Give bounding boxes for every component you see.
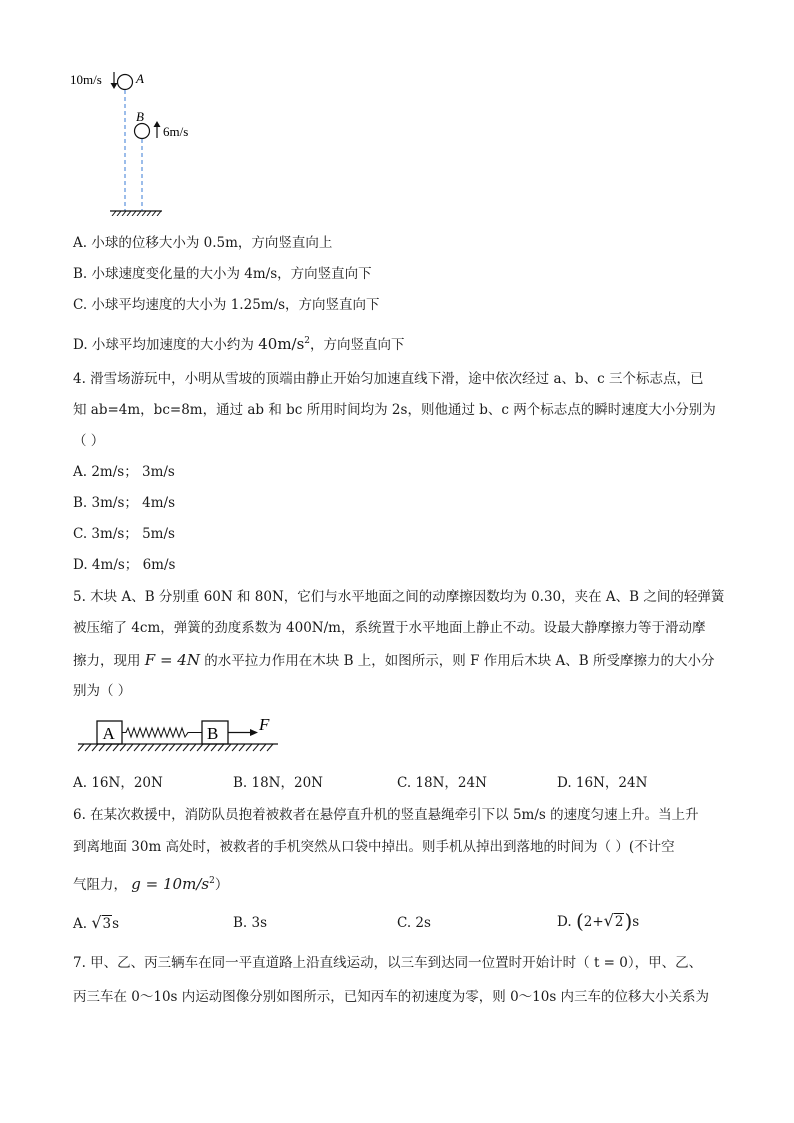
q6-option-d-radicand: 2: [614, 914, 624, 930]
q6-option-d-unit: s: [632, 914, 640, 930]
sqrt-icon: √: [91, 913, 102, 932]
q4-option-b: B. 3m/s； 4m/s: [73, 495, 176, 511]
q6-line-3: [73, 872, 228, 894]
ball-a: [118, 75, 133, 90]
q4-option-a: A. 2m/s； 3m/s: [73, 464, 175, 480]
spring-figure-svg: [76, 712, 286, 758]
q6-option-d: [557, 909, 640, 933]
spring-figure: [76, 712, 286, 758]
q6-option-c: C. 2s: [397, 915, 431, 931]
q4-option-d: D. 4m/s； 6m/s: [73, 557, 176, 573]
left-paren-icon: (: [575, 909, 584, 933]
right-paren-icon: ): [624, 909, 633, 933]
q5-line-3: [73, 651, 715, 670]
block-b-label: B: [207, 724, 219, 743]
q4-option-c: C. 3m/s； 5m/s: [73, 526, 175, 542]
q6-option-a-prefix: A.: [73, 916, 88, 932]
q4-line-2: 知 ab=4m，bc=8m，通过 ab 和 bc 所用时间均为 2s，则他通过 b、c 两个标志点的瞬时速度大小分别为: [73, 402, 716, 418]
q4-line-1: 4. 滑雪场游玩中，小明从雪坡的顶端由静止开始匀加速直线下滑，途中依次经过 a、b、c 三个标志点，已: [73, 371, 704, 387]
q5-option-b: B. 18N，20N: [233, 775, 323, 791]
q7-line-2: 丙三车在 0～10s 内运动图像分别如图所示，已知丙车的初速度为零，则 0～10s 内三车的位移大小关系为: [73, 989, 710, 1005]
ball-b-speed-label: 6m/s: [163, 124, 189, 139]
ball-a-speed-label: 10m/s: [70, 72, 102, 87]
q3-option-c: C. 小球平均速度的大小为 1.25m/s，方向竖直向下: [73, 297, 380, 313]
q6-line-3-suffix: ）: [214, 877, 229, 893]
q3-option-a: A. 小球的位移大小为 0.5m，方向竖直向上: [73, 235, 333, 251]
spring: [122, 728, 202, 737]
q6-option-a: [73, 914, 119, 933]
q4-line-3: （ ）: [73, 433, 105, 449]
q6-gravity-sup: 2: [209, 876, 215, 886]
ball-b-arrow-head: [154, 121, 161, 127]
ball-b: [135, 124, 150, 139]
block-a-label: A: [102, 724, 115, 743]
ground-hatch: [112, 211, 161, 216]
q6-option-a-unit: s: [112, 916, 120, 932]
q3-option-d: [73, 332, 405, 354]
force-label: F: [259, 715, 270, 734]
q5-option-a: A. 16N，20N: [73, 775, 163, 791]
q6-line-1: 6. 在某次救援中，消防队员抱着被救者在悬停直升机的竖直悬绳牵引下以 5m/s 的速度匀速上升。当上升: [73, 807, 699, 823]
floor-hatch: [78, 744, 273, 751]
q5-line-2: 被压缩了 4cm，弹簧的劲度系数为 400N/m，系统置于水平地面上静止不动。设最大静摩擦力等于滑动摩: [73, 620, 706, 636]
q3-option-d-suffix: ，方向竖直向下: [310, 337, 405, 353]
q6-line-2: 到离地面 30m 高处时，被救者的手机突然从口袋中掉出。则手机从掉出到落地的时间为（ ）(不计空: [73, 839, 675, 855]
force-arrow-head: [250, 729, 258, 736]
ball-figure: [66, 66, 206, 216]
q6-option-b: B. 3s: [233, 915, 268, 931]
q5-force-formula: F = 4N: [144, 651, 200, 669]
q6-option-a-radicand: 3: [102, 916, 112, 932]
ball-a-label: A: [136, 71, 144, 86]
q6-line-3-prefix: 气阻力，: [73, 877, 127, 893]
q6-gravity-formula: g = 10m/s: [131, 875, 210, 893]
q5-line-3-prefix: 擦力，现用: [73, 653, 141, 669]
q3-option-b: B. 小球速度变化量的大小为 4m/s，方向竖直向下: [73, 266, 372, 282]
q5-option-c: C. 18N，24N: [397, 775, 487, 791]
q5-line-4: 别为（ ）: [73, 683, 132, 699]
q3-option-d-prefix: D. 小球平均加速度的大小约为: [73, 337, 254, 353]
q3-option-d-value: 40m/s: [258, 335, 305, 353]
q5-line-1: 5. 木块 A、B 分别重 60N 和 80N，它们与水平地面之间的动摩擦因数均为 0.30，夹在 A、B 之间的轻弹簧: [73, 589, 725, 605]
q5-line-3-suffix: 的水平拉力作用在木块 B 上，如图所示，则 F 作用后木块 A、B 所受摩擦力的大小分: [204, 653, 715, 669]
q6-option-d-two: 2+: [583, 914, 604, 930]
ball-b-label: B: [136, 109, 144, 124]
q7-line-1: 7. 甲、乙、丙三辆车在同一平直道路上沿直线运动，以三车到达同一位置时开始计时（ t = 0），甲、乙、: [73, 955, 703, 971]
sqrt-icon-d: √: [603, 911, 614, 930]
ball-figure-svg: [66, 66, 206, 216]
q5-option-d: D. 16N，24N: [557, 775, 648, 791]
ball-a-arrow-head: [111, 83, 118, 89]
q6-option-d-prefix: D.: [557, 914, 572, 930]
q3-option-d-sup: 2: [304, 336, 311, 346]
